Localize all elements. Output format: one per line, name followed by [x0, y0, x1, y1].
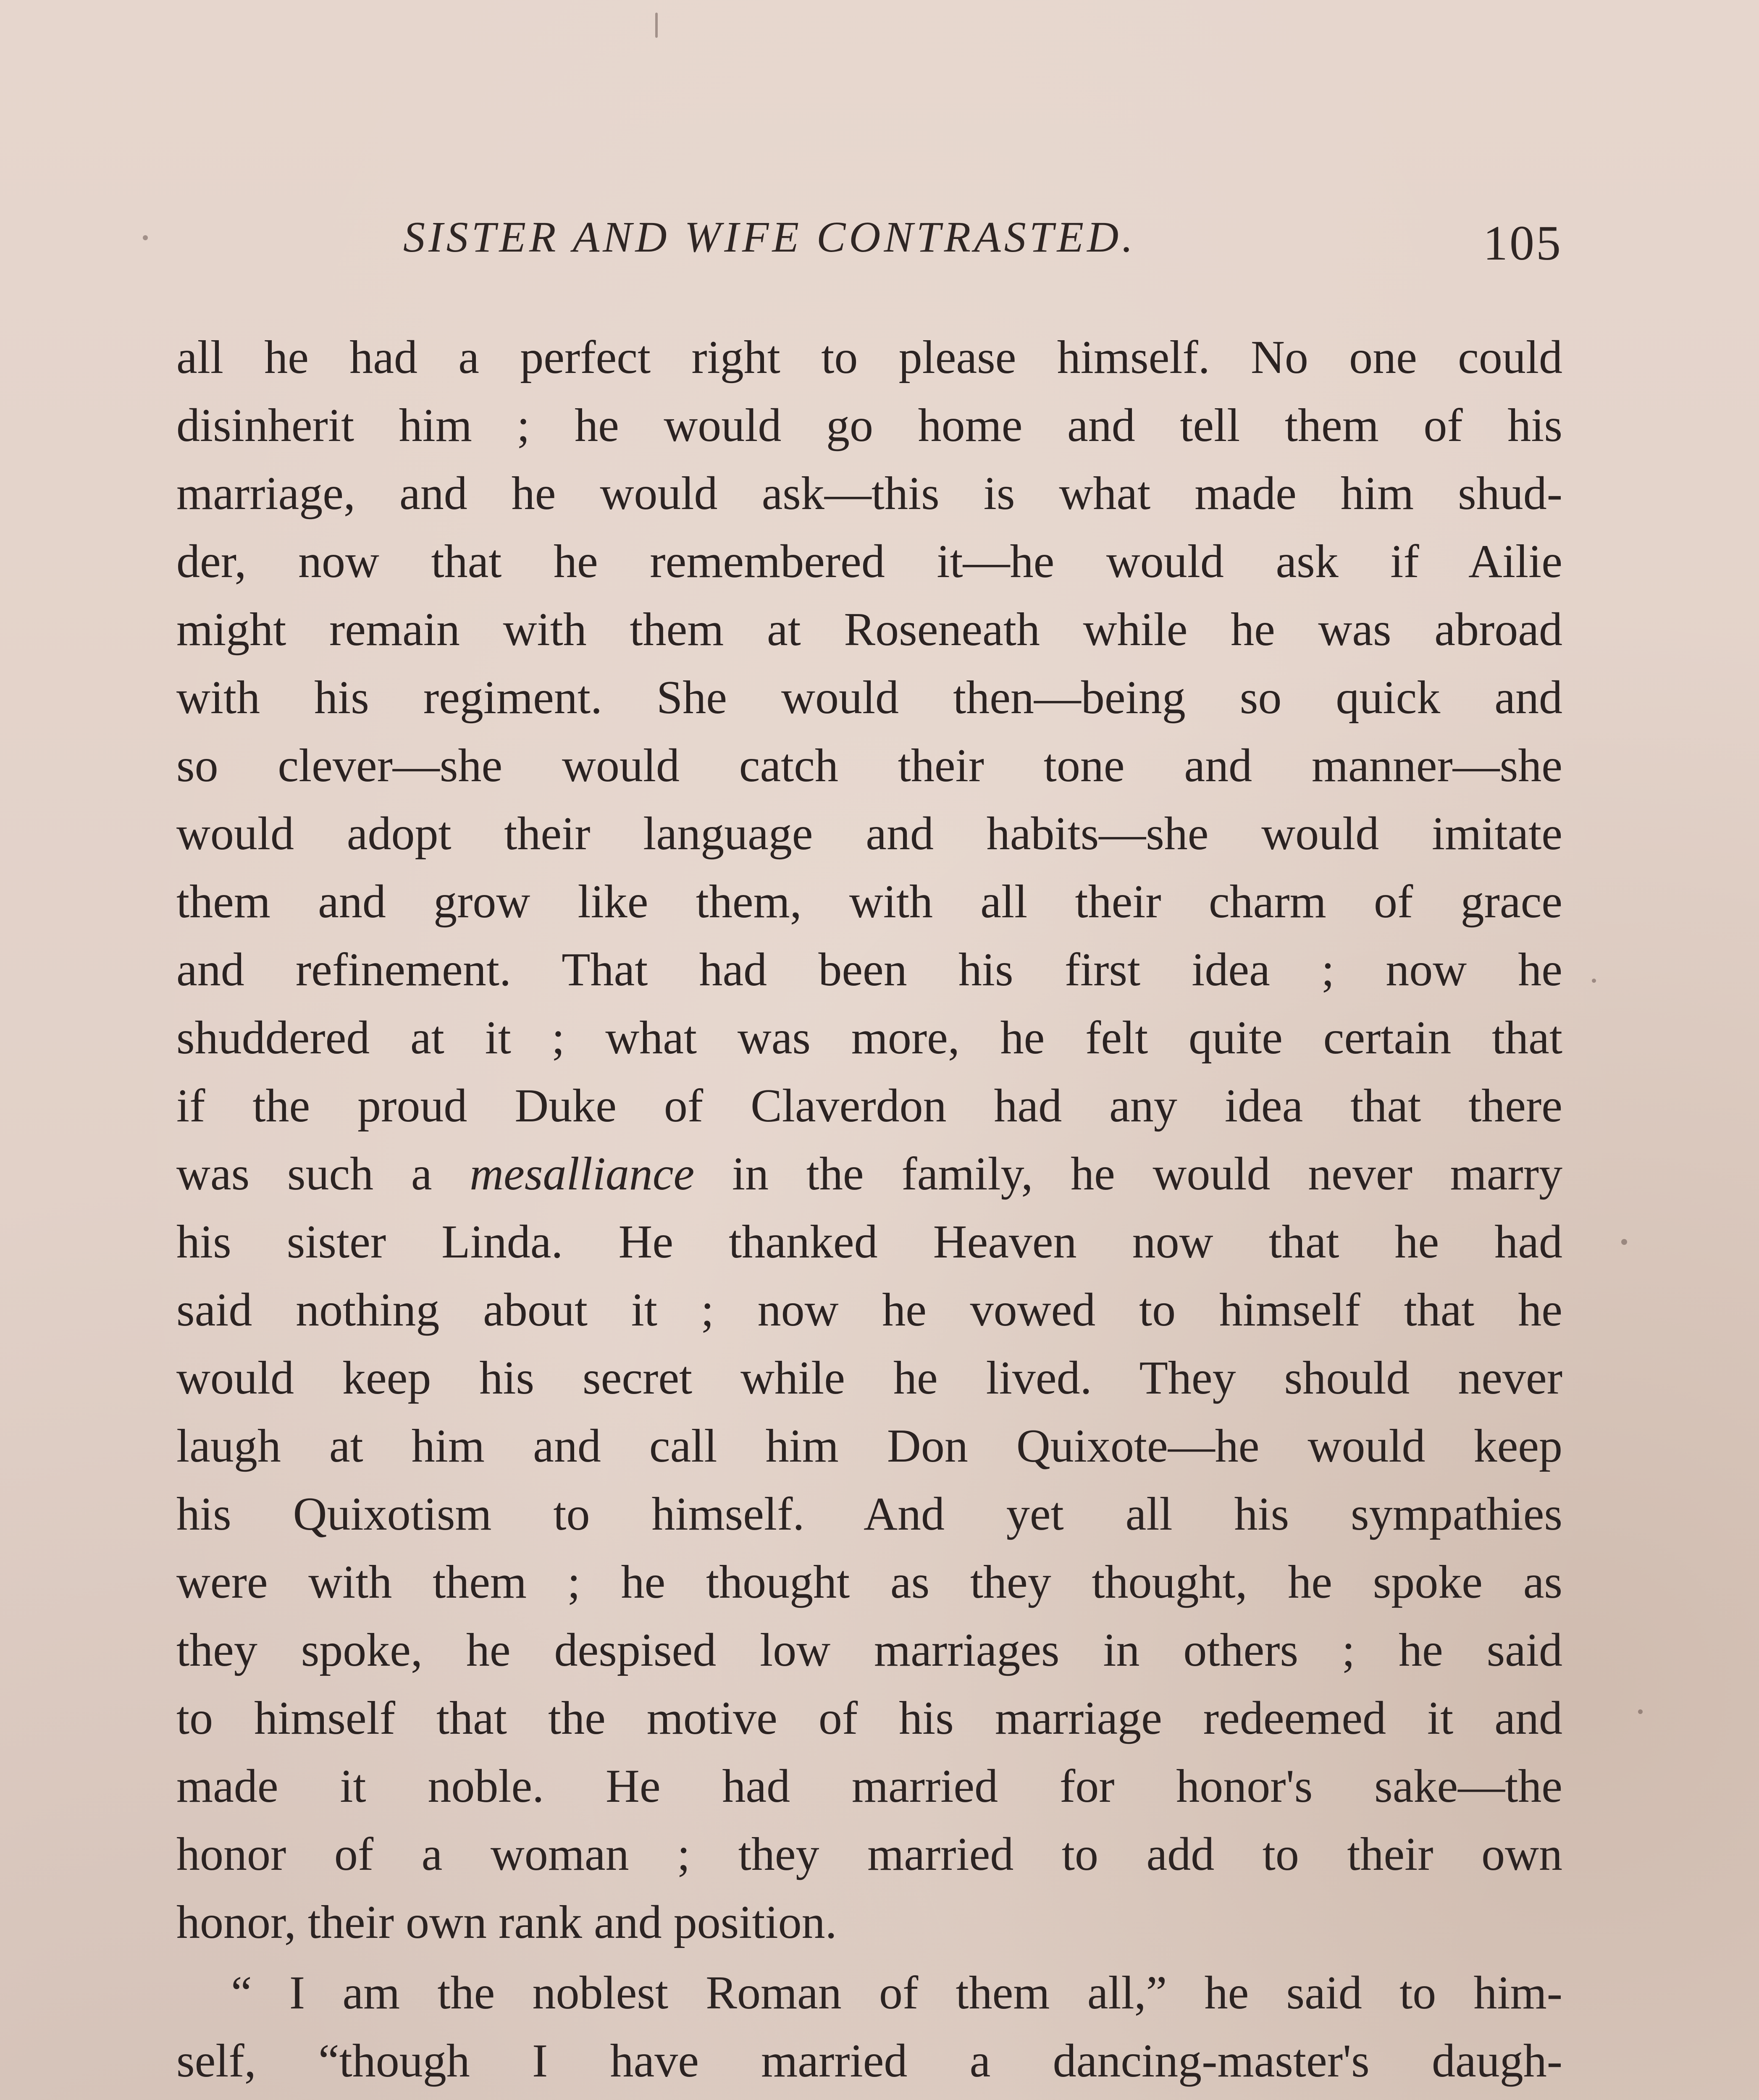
- text-line: disinherit him ; he would go home and tell them of his: [176, 399, 1562, 452]
- paper-speck: [655, 13, 658, 38]
- text-line: his Quixotism to himself. And yet all his sympathies: [176, 1488, 1562, 1540]
- text-segment: in the family, he would never marry: [732, 1148, 1563, 1200]
- text-line: shuddered at it ; what was more, he felt quite certain that: [176, 1012, 1562, 1064]
- text-line: all he had a perfect right to please himself. No one could: [176, 331, 1562, 383]
- text-line: marriage, and he would ask—this is what made him shud-: [176, 467, 1562, 520]
- text-segment: was such a: [176, 1148, 432, 1200]
- text-line: honor, their own rank and position.: [176, 1896, 837, 1948]
- text-line: with his regiment. She would then—being so quick and: [176, 672, 1562, 724]
- text-line: “ I am the noblest Roman of them all,” he said to him-: [231, 1967, 1562, 2019]
- text-line: were with them ; he thought as they thought, he spoke as: [176, 1556, 1562, 1608]
- text-line: laugh at him and call him Don Quixote—he would keep: [176, 1420, 1562, 1472]
- text-line: would adopt their language and habits—she would imitate: [176, 808, 1562, 860]
- text-line: them and grow like them, with all their charm of grace: [176, 876, 1562, 928]
- text-line: der, now that he remembered it—he would ask if Ailie: [176, 536, 1562, 588]
- italic-word-mesalliance: mesalliance: [470, 1148, 695, 1200]
- text-line: if the proud Duke of Claverdon had any idea that there: [176, 1080, 1562, 1132]
- running-title: SISTER AND WIFE CONTRASTED.: [403, 213, 1137, 261]
- paper-speck: [1621, 1239, 1627, 1245]
- text-line: honor of a woman ; they married to add to their own: [176, 1828, 1562, 1880]
- page-number: 105: [1483, 215, 1562, 270]
- text-line: [176, 2095, 1562, 2100]
- running-head: [176, 212, 1562, 279]
- text-line: his sister Linda. He thanked Heaven now that he had: [176, 1216, 1562, 1268]
- text-line: to himself that the motive of his marriage redeemed it and: [176, 1692, 1562, 1744]
- text-line-with-italic: [176, 1140, 1562, 1208]
- text-line: said nothing about it ; now he vowed to himself that he: [176, 1284, 1562, 1336]
- text-line: so clever—she would catch their tone and manner—she: [176, 740, 1562, 792]
- text-line: made it noble. He had married for honor's sake—the: [176, 1760, 1562, 1812]
- text-line: would keep his secret while he lived. They should never: [176, 1352, 1562, 1404]
- paper-speck: [1638, 1709, 1643, 1714]
- text-line: self, “though I have married a dancing-master's daugh-: [176, 2035, 1562, 2087]
- text-line: they spoke, he despised low marriages in others ; he said: [176, 1624, 1562, 1676]
- text-line: might remain with them at Roseneath while he was abroad: [176, 604, 1562, 656]
- paper-speck: [1592, 979, 1596, 983]
- body-text: [176, 323, 1562, 2100]
- text-line: and refinement. That had been his first idea ; now he: [176, 944, 1562, 996]
- paper-speck: [143, 235, 148, 240]
